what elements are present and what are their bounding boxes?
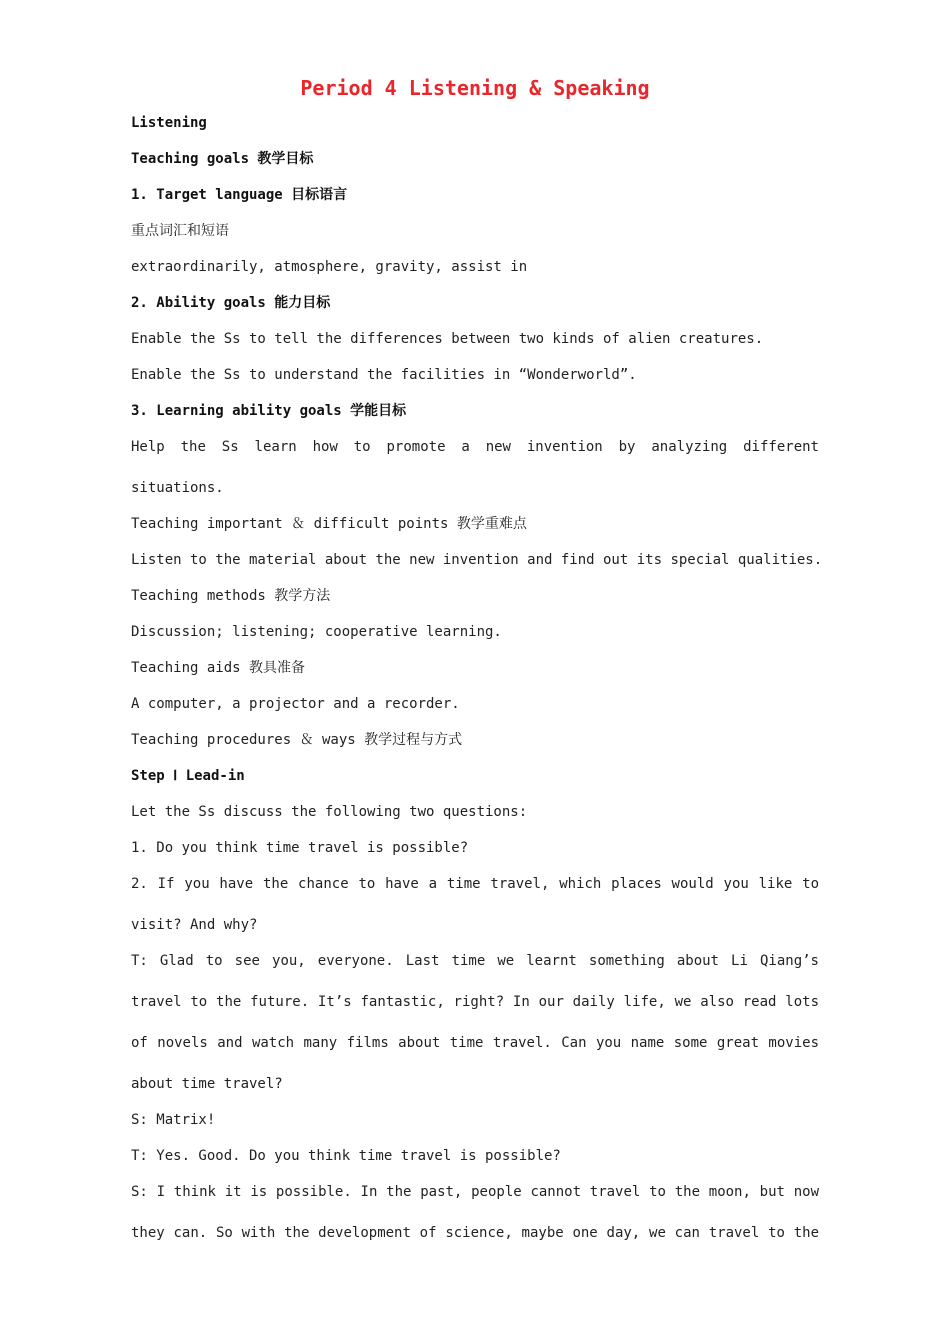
learning-goal-line-2: situations.	[131, 480, 224, 496]
heading-learning-ability-goals: 3. Learning ability goals 学能目标	[131, 403, 407, 419]
dialogue-line-4: about time travel?	[131, 1076, 283, 1092]
important-points-text: Listen to the material about the new invention and find out its special qualities.	[131, 552, 823, 568]
question-1: 1. Do you think time travel is possible?	[131, 840, 469, 856]
section-heading-listening: Listening	[131, 115, 207, 131]
teaching-aids-text: A computer, a projector and a recorder.	[131, 696, 460, 712]
heading-teaching-goals: Teaching goals 教学目标	[131, 151, 314, 167]
dialogue-line-1: T: Glad to see you, everyone. Last time we learnt something about Li Qiang’s	[131, 953, 819, 969]
heading-ability-goals: 2. Ability goals 能力目标	[131, 295, 331, 311]
subheading-key-vocab: 重点词汇和短语	[131, 223, 229, 239]
heading-teaching-procedures: Teaching procedures ＆ ways 教学过程与方式	[131, 732, 463, 748]
dialogue-line-7: S: I think it is possible. In the past, people cannot travel to the moon, but now	[131, 1184, 819, 1200]
heading-target-language: 1. Target language 目标语言	[131, 187, 348, 203]
step-1-intro: Let the Ss discuss the following two questions:	[131, 804, 528, 820]
ability-goal-2: Enable the Ss to understand the facilities in “Wonderworld”.	[131, 367, 637, 383]
vocab-list: extraordinarily, atmosphere, gravity, assist in	[131, 259, 528, 275]
dialogue-line-5: S: Matrix!	[131, 1112, 216, 1128]
learning-goal-line-1: Help the Ss learn how to promote a new invention by analyzing different	[131, 439, 819, 455]
dialogue-line-6: T: Yes. Good. Do you think time travel is possible?	[131, 1148, 561, 1164]
heading-important-points: Teaching important ＆ difficult points 教学重难点	[131, 516, 527, 532]
ability-goal-1: Enable the Ss to tell the differences between two kinds of alien creatures.	[131, 331, 764, 347]
dialogue-line-2: travel to the future. It’s fantastic, right? In our daily life, we also read lots	[131, 994, 819, 1010]
page-title: Period 4 Listening & Speaking	[300, 76, 650, 100]
dialogue-line-8: they can. So with the development of science, maybe one day, we can travel to the	[131, 1225, 819, 1241]
teaching-methods-text: Discussion; listening; cooperative learning.	[131, 624, 502, 640]
question-2-line-2: visit? And why?	[131, 917, 258, 933]
heading-teaching-aids: Teaching aids 教具准备	[131, 660, 306, 676]
heading-teaching-methods: Teaching methods 教学方法	[131, 588, 331, 604]
dialogue-line-3: of novels and watch many films about time travel. Can you name some great movies	[131, 1035, 819, 1051]
heading-step-1: Step Ⅰ Lead-in	[131, 768, 245, 784]
question-2-line-1: 2. If you have the chance to have a time travel, which places would you like to	[131, 876, 819, 892]
